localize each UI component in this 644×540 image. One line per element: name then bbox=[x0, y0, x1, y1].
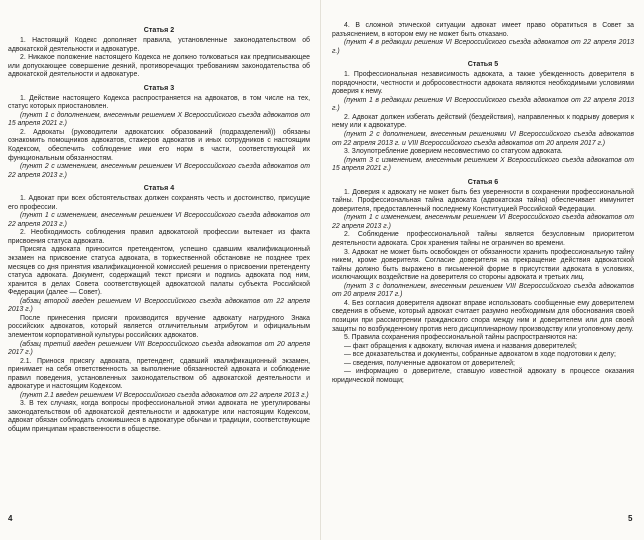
amendment-note: (пункт 2.1 введен решением VI Всероссийского съезда адвокатов от 22 апреля 2013 г.) bbox=[20, 391, 309, 399]
paragraph: 5. Правила сохранения профессиональной тайны распространяются на: bbox=[344, 334, 578, 342]
paragraph: 4. В сложной этической ситуации адвокат имеет право обратиться в Совет за разъяснением, в котором ему не может быть отказано. bbox=[332, 22, 634, 38]
article-heading: Статья 2 bbox=[143, 26, 175, 34]
amendment-note: (пункт 1 с дополнением, внесенным решением X Всероссийского съезда адвокатов от 15 апреля 2021 г.) bbox=[8, 111, 310, 128]
page-number-left: 4 bbox=[8, 514, 13, 523]
amendment-note: (пункт 4 в редакции решения VI Всероссийского съезда адвокатов от 22 апреля 2013 г.) bbox=[332, 39, 634, 55]
page-number-right: 5 bbox=[628, 514, 633, 523]
amendment-note: (пункт 1 с изменением, внесенным решением VI Всероссийского съезда адвокатов от 22 апреля 2013 г.) bbox=[332, 214, 634, 230]
amendment-note: (пункт 2 с дополнением, внесенным решениями VI Всероссийского съезда адвокатов от 22 апреля 2013 г. и VIII Всероссийского съезда адвокатов от 20 апреля 2017 г.) bbox=[332, 131, 634, 147]
paragraph: 3. Злоупотребление доверием несовместимо со статусом адвоката. bbox=[344, 148, 563, 156]
article-heading: Статья 4 bbox=[143, 184, 175, 193]
paragraph: — сведения, полученные адвокатом от доверителей; bbox=[344, 359, 515, 367]
book-gutter bbox=[320, 0, 321, 540]
amendment-note: (пункт 2 с изменением, внесенным решением VI Всероссийского съезда адвокатов от 22 апреля 2013 г.) bbox=[8, 163, 310, 179]
article-heading: Статья 3 bbox=[143, 83, 175, 92]
article-heading: Статья 6 bbox=[467, 177, 499, 186]
paragraph: После принесения присяги производится вручение адвокату нагрудного Знака российских адвокатов, который является отличительным атрибутом и официальным элементом корпоративной культуры российских адвокатов. bbox=[8, 314, 310, 339]
paragraph: 3. В тех случаях, когда вопросы профессиональной этики адвоката не урегулированы законодательством об адвокатской деятельности и адвокатуре или настоящим Кодексом, адвокат обязан соблюдать сложившиеся в адвокатуре обычаи и традиции, соответствующие общим принципам нравственности в обществе. bbox=[8, 400, 310, 433]
paragraph: 2. Адвокаты (руководители адвокатских образований (подразделений)) обязаны ознакомить помощников адвокатов, стажеров адвокатов и иных сотрудников с настоящим Кодексом, обеспечить соблюдение ими его норм в части, соответствующей их функциональным обязанностям. bbox=[8, 128, 310, 162]
page-left bbox=[8, 22, 310, 522]
paragraph: 1. Доверия к адвокату не может быть без уверенности в сохранении профессиональной тайны. Профессиональная тайна адвоката (адвокатская тайна) обеспечивает иммунитет доверителя, предоставленный последнему Конституцией Российской Федерации. bbox=[332, 188, 634, 213]
paragraph: — факт обращения к адвокату, включая имена и названия доверителей; bbox=[344, 342, 577, 350]
paragraph: 2. Необходимость соблюдения правил адвокатской профессии вытекает из факта присвоения статуса адвоката. bbox=[8, 229, 310, 245]
paragraph: 1. Адвокат при всех обстоятельствах должен сохранять честь и достоинство, присущие его профессии. bbox=[8, 195, 310, 211]
paragraph: 2. Соблюдение профессиональной тайны является безусловным приоритетом деятельности адвоката. Срок хранения тайны не ограничен во времени. bbox=[332, 231, 634, 248]
paragraph: 1. Действие настоящего Кодекса распространяется на адвокатов, в том числе на тех, статус которых приостановлен. bbox=[8, 94, 310, 111]
paragraph: — все доказательства и документы, собранные адвокатом в ходе подготовки к делу; bbox=[344, 351, 616, 359]
amendment-note: (пункт 1 с изменением, внесенным решением VI Всероссийского съезда адвокатов от 22 апреля 2013 г.) bbox=[8, 212, 310, 228]
paragraph: 1. Настоящий Кодекс дополняет правила, установленные законодательством об адвокатской деятельности и адвокатуре. bbox=[8, 37, 310, 53]
paragraph: 1. Профессиональная независимость адвоката, а также убежденность доверителя в порядочности, честности и добросовестности адвоката являются необходимыми условиями доверия к нему. bbox=[332, 71, 634, 96]
amendment-note: (пункт 3 с изменением, внесенным решением X Всероссийского съезда адвокатов от 15 апреля 2021 г.) bbox=[332, 156, 634, 173]
paragraph: — информацию о доверителе, ставшую известной адвокату в процессе оказания юридической помощи; bbox=[332, 368, 634, 384]
article-heading: Статья 5 bbox=[467, 60, 499, 69]
paragraph: 4. Без согласия доверителя адвокат вправе использовать сообщенные ему доверителем сведения в объеме, который адвокат считает разумно необходимым для обоснования своей позиции при рассмотрении гражданского спора между ним и доверителем или для своей защиты по возбужденному против него дисциплинарному производству или уголовному делу. bbox=[332, 299, 634, 333]
paragraph: 2.1. Принося присягу адвоката, претендент, сдавший квалификационный экзамен, принимает на себя ответственность за выполнение обязанностей адвоката и соблюдение правил поведения, установленных законодательством об адвокатской деятельности и адвокатуре и настоящим Кодексом. bbox=[8, 357, 310, 391]
paragraph: 3. Адвокат не может быть освобожден от обязанности хранить профессиональную тайну никем, кроме доверителя. Согласие доверителя на прекращение действия адвокатской тайны должно быть выражено в письменной форме в присутствии адвоката в условиях, исключающих воздействие на доверителя со стороны адвоката и третьих лиц. bbox=[332, 248, 634, 282]
amendment-note: (пункт 1 в редакции решения VI Всероссийского съезда адвокатов от 22 апреля 2013 г.) bbox=[332, 96, 634, 113]
paragraph: 2. Адвокат должен избегать действий (бездействия), направленных к подрыву доверия к нему или к адвокатуре. bbox=[332, 113, 634, 130]
amendment-note: (пункт 3 с дополнением, внесенным решением VIII Всероссийского съезда адвокатов от 20 апреля 2017 г.) bbox=[332, 282, 634, 299]
paragraph: 2. Никакое положение настоящего Кодекса не должно толковаться как предписывающее или допускающее совершение деяний, противоречащих требованиям законодательства об адвокатской деятельности и адвокатуре. bbox=[8, 54, 310, 79]
amendment-note: (абзац третий введен решением VIII Всероссийского съезда адвокатов от 20 апреля 2017 г.) bbox=[8, 340, 310, 357]
amendment-note: (абзац второй введен решением VI Всероссийского съезда адвокатов от 22 апреля 2013 г.) bbox=[8, 297, 310, 314]
paragraph: Присяга адвоката приносится претендентом, успешно сдавшим квалификационный экзамен на присвоение статуса адвоката, в торжественной обстановке не позднее трех месяцев со дня принятия квалификационной комиссией решения о присвоении претенденту статуса адвоката. Документ, содержащий текст присяги и подпись адвоката под ним, хранится в делах Совета соответствующей адвокатской палаты субъекта Российской Федерации (далее — Совет). bbox=[8, 246, 310, 297]
page-right bbox=[332, 22, 634, 522]
